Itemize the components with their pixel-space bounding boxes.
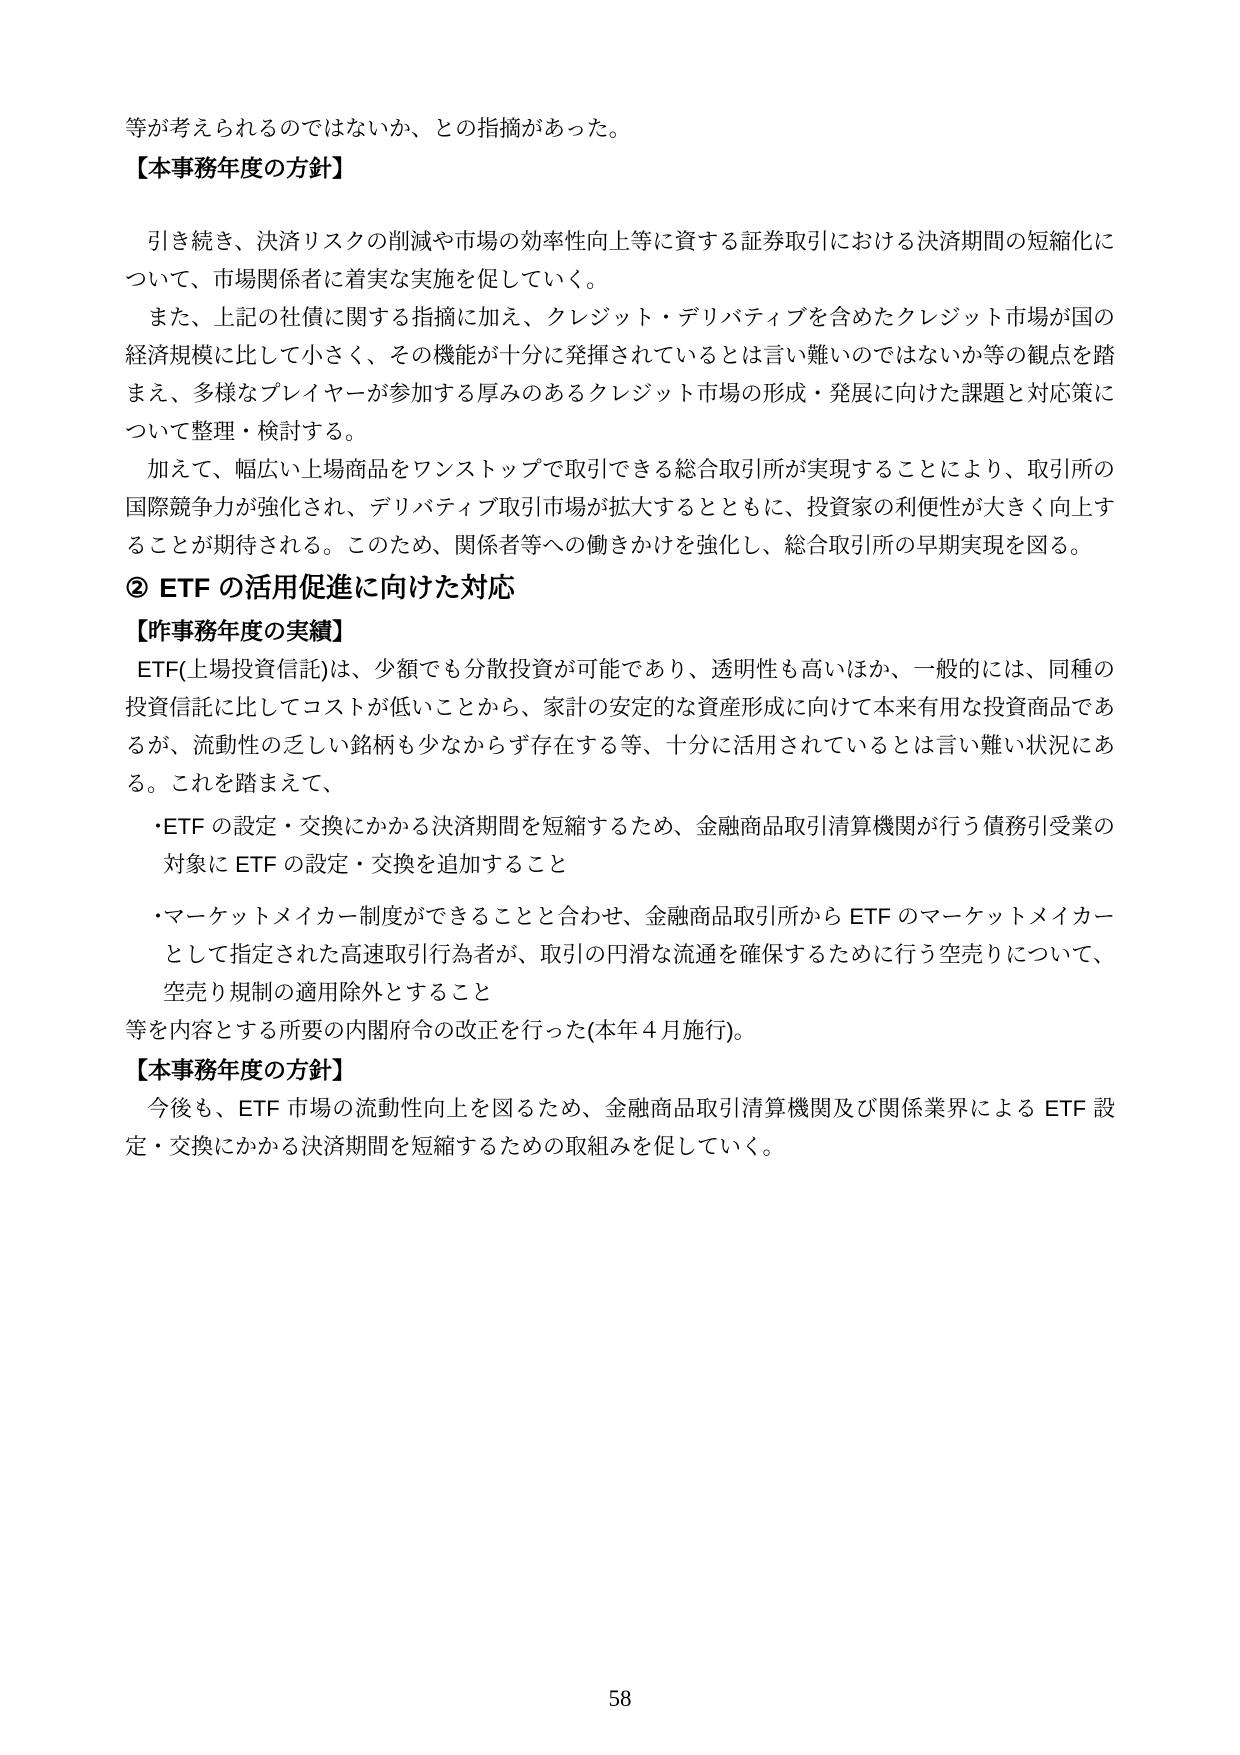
bullet-marker: ・ xyxy=(147,814,170,839)
paragraph: また、上記の社債に関する指摘に加え、クレジット・デリバティブを含めたクレジット市場が国の経済規模に比して小さく、その機能が十分に発揮されているとは言い難いのではないか等の観点を踏まえ、多様なプレイヤーが参加する厚みのあるクレジット市場の形成・発展に向けた課題と対応策について整理・検討する。 xyxy=(125,305,1115,444)
bullet-text: ETF の設定・交換にかかる決済期間を短縮するため、金融商品取引清算機関が行う債務引受業の対象に ETF の設定・交換を追加すること xyxy=(163,814,1115,877)
bullet-item xyxy=(125,898,1115,1012)
closing-paragraph: 等を内容とする所要の内閣府令の改正を行った(本年４月施行)。 xyxy=(125,1018,756,1043)
bullet-marker: ・ xyxy=(147,904,170,929)
bullet-list xyxy=(125,808,1115,1012)
policy-paragraph-group xyxy=(125,223,1115,565)
section-title: ETF の活用促進に向けた対応 xyxy=(159,573,515,603)
intro-paragraph: 等が考えられるのではないか、との指摘があった。 xyxy=(125,116,631,141)
policy-heading: 【本事務年度の方針】 xyxy=(125,1057,355,1083)
document-body xyxy=(125,110,1115,1166)
section-heading-etf xyxy=(125,565,1115,611)
results-paragraph: ETF(上場投資信託)は、少額でも分散投資が可能であり、透明性も高いほか、一般的には、同種の投資信託に比してコストが低いことから、家計の安定的な資産形成に向けて本来有用な投資商品であるが、流動性の乏しい銘柄も少なからず存在する等、十分に活用されているとは言い難い状況にある。これを踏まえて、 xyxy=(125,657,1116,796)
policy-paragraph: 今後も、ETF 市場の流動性向上を図るため、金融商品取引清算機関及び関係業界による ETF 設定・交換にかかる決済期間を短縮するための取組みを促していく。 xyxy=(125,1096,1115,1159)
paragraph: 加えて、幅広い上場商品をワンストップで取引できる総合取引所が実現することにより、取引所の国際競争力が強化され、デリバティブ取引市場が拡大するとともに、投資家の利便性が大きく向上することが期待される。このため、関係者等への働きかけを強化し、総合取引所の早期実現を図る。 xyxy=(125,457,1115,558)
bullet-text: マーケットメイカー制度ができることと合わせ、金融商品取引所から ETF のマーケットメイカーとして指定された高速取引行為者が、取引の円滑な流通を確保するために行う空売りについて、空売り規制の適用除外とすること xyxy=(163,904,1115,1005)
bullet-item xyxy=(125,808,1115,884)
page-footer xyxy=(0,1684,1240,1714)
results-heading: 【昨事務年度の実績】 xyxy=(125,618,355,644)
paragraph: 引き続き、決済リスクの削減や市場の効率性向上等に資する証券取引における決済期間の短縮化について、市場関係者に着実な実施を促していく。 xyxy=(125,229,1115,292)
page-number: 58 xyxy=(608,1686,632,1711)
section-number: ② xyxy=(125,573,150,603)
policy-heading-previous-section: 【本事務年度の方針】 xyxy=(125,155,355,181)
